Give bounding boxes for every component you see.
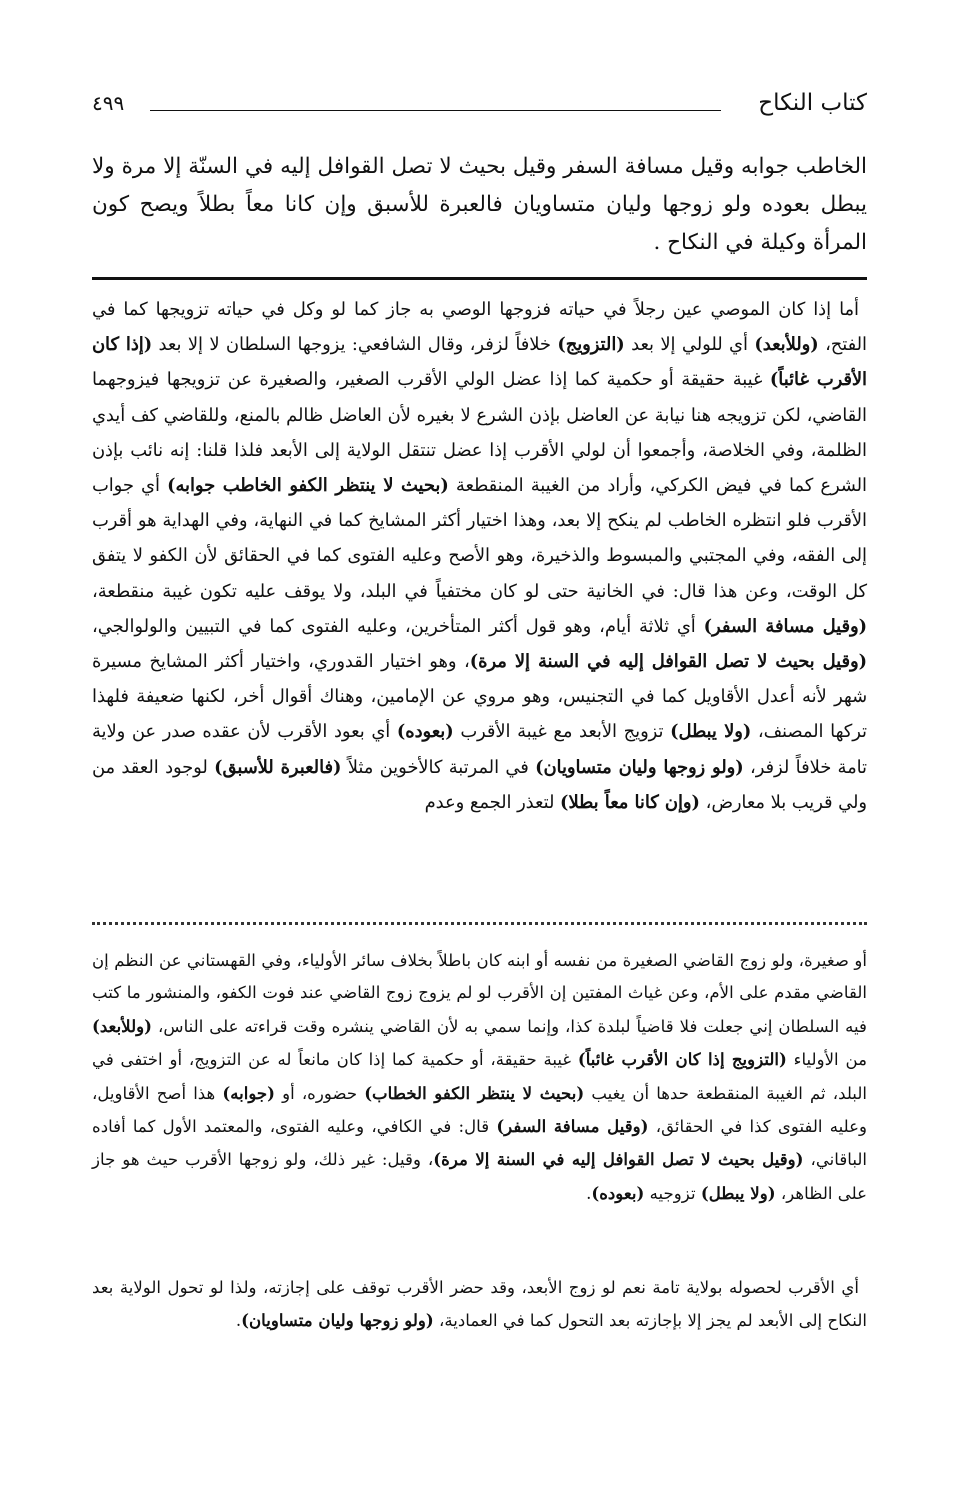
text-segment: أي ثلاثة أيام، وهو قول أكثر المتأخرين، وعليه الفتوى كما في التبيين والولوالجي، xyxy=(92,615,704,637)
emphasized-phrase: (بحيث لا ينتظر الكفو الخاطب جوابه) xyxy=(167,475,449,497)
text-segment: لوجود العقد من ولي قريب بلا معارض، xyxy=(92,756,867,813)
text-segment: قال: في الكافي، وعليه الفتوى، والمعتمد الأول كما أفاده الباقاني، xyxy=(92,1117,867,1170)
page-number: ٤٩٩ xyxy=(92,91,125,115)
text-segment: ، وقيل: غير ذلك، ولو زوجها الأقرب حيث هو جاز على الظاهر، xyxy=(92,1150,867,1203)
emphasized-phrase: (وقيل مسافة السفر) xyxy=(703,615,867,637)
separator-rule xyxy=(92,277,867,280)
text-segment: غيبة حقيقة أو حكمية كما إذا عضل الولي الأقرب الصغير، والصغيرة عن تزويجها فيزوجهما القاضي، لكن تزويجه هنا نيابة عن العاضل بإذن الشرع لا بغيره لأن العاضل ظالم بالمنع، وللقاضي كف أيدي الظلمة، وفي الخلاصة، وأجمعوا أن لولي الأقرب إذا عضل تنتقل الولاية إلى الأبعد فلذا قلنا: إنه نائب بإذن الشرع كما في فيض الكركي، وأراد من الغيبة المنقطعة xyxy=(92,369,867,497)
header-rule xyxy=(150,110,721,111)
text-segment: ، وهو اختيار القدوري، واختيار أكثر المشايخ مسيرة شهر لأنه أعدل الأقاويل كما في التجنيس، وهو مروي عن الإمامين، وهناك أقوال أخر، لكنها ضعيفة فلهذا تركها المصنف، xyxy=(92,651,867,743)
emphasized-phrase: (وللأبعد) xyxy=(92,1015,153,1036)
emphasized-phrase: (إذا كان الأقرب غائباً) xyxy=(92,334,867,391)
dotted-separator xyxy=(92,922,867,933)
text-segment: أي جواب الأقرب فلو انتظره الخاطب لم ينكح إلا بعد، وهذا اختيار أكثر المشايخ كما في النهاية، وفي الهداية هو أقرب إلى الفقه، وفي المجتبي والمبسوط والذخيرة، وهو الأصح وعليه الفتوى كما في الحقائق لأن الكفو لا يتفق كل الوقت، وعن هذا قال: في الخانية حتى لو كان مختفياً في البلد، ولا يوقف عليه تكون غيبة منقطعة، xyxy=(92,475,867,602)
emphasized-phrase: (التزويج إذا كان الأقرب غائباً) xyxy=(577,1049,787,1070)
emphasized-phrase: (بحيث لا ينتظر الكفو الخطاب) xyxy=(364,1082,585,1103)
text-segment: خلافاً لزفر، وقال الشافعي: يزوجها السلطان لا إلا بعد xyxy=(152,334,558,356)
emphasized-phrase: (ولا يبطل) xyxy=(670,721,752,743)
lower-commentary xyxy=(92,945,867,1210)
text-segment: . xyxy=(586,1183,592,1203)
emphasized-phrase: (وقيل بحيث لا تصل القوافل إليه في السنة إلا مرة) xyxy=(433,1149,804,1170)
commentary-text xyxy=(92,292,867,820)
emphasized-phrase: (وقيل مسافة السفر) xyxy=(496,1116,649,1137)
text-segment: حضوره، أو xyxy=(275,1083,365,1103)
emphasized-phrase: (بعوده) xyxy=(396,721,454,743)
emphasized-phrase: (بعوده) xyxy=(591,1182,645,1203)
text-segment: أي للولي إلا بعد xyxy=(624,334,755,356)
text-segment: أي بعود الأقرب لأن عقده صدر عن ولاية تامة خلافاً لزفر، xyxy=(92,721,867,778)
text-segment: من الأولياء xyxy=(786,1050,867,1070)
text-segment: أما إذا كان الموصي عين رجلاً في حياته فزوجها الوصي به جاز كما لو وكل في حياته تزويجها كما في الفتح، xyxy=(92,299,867,356)
text-segment: غيبة حقيقة، أو حكمية كما إذا كان مانعاً له عن التزويج، أو اختفى في البلد، ثم الغيبة المنقطعة حدها أن يغيب xyxy=(92,1050,867,1103)
emphasized-phrase: (جوابه) xyxy=(222,1082,276,1103)
text-segment: أي الأقرب لحصوله بولاية تامة نعم لو زوج الأبعد، وقد حضر الأقرب توقف على إجازته، ولذا لو تحول الولاية بعد النكاح إلى الأبعد لم يجز إلا بإجازته بعد التحول كما في العمادية، xyxy=(92,1278,867,1331)
emphasized-phrase: (وإن كانا معاً بطلا) xyxy=(560,791,700,813)
text-segment: في المرتبة كالأخوين مثلاً xyxy=(341,756,536,778)
chapter-title: كتاب النكاح xyxy=(758,90,867,116)
text-segment: . xyxy=(235,1311,242,1331)
text-segment: لتعذر الجمع وعدم xyxy=(424,791,561,813)
running-header xyxy=(92,88,867,122)
lower-commentary-continued xyxy=(92,1272,867,1338)
main-text: الخاطب جوابه وقيل مسافة السفر وقيل بحيث لا تصل القوافل إليه في السنّة إلا مرة ولا يبطل بعوده ولو زوجها وليان متساويان فالعبرة للأسبق وإن كانا معاً بطلاً ويصح كون المرأة وكيلة في النكاح . xyxy=(92,154,867,255)
emphasized-phrase: (ولا يبطل) xyxy=(700,1182,776,1203)
emphasized-phrase: (وللأبعد) xyxy=(754,334,819,356)
text-segment: هذا أصح الأقاويل، وعليه الفتوى كذا في الحقائق، xyxy=(92,1083,868,1137)
text-segment: تزوجيه xyxy=(644,1183,701,1203)
text-segment: تزويج الأبعد مع غيبة الأقرب xyxy=(453,721,671,743)
emphasized-phrase: (ولو زوجها وليان متساويان) xyxy=(535,756,744,778)
text-segment: أو صغيرة، ولو زوج القاضي الصغيرة من نفسه أو ابنه كان باطلاً بخلاف سائر الأولياء، وفي القهستاني عن النظم إن القاضي مقدم على الأم، وعن غياث المفتين إن الأقرب لو لم يزوج زوج القاضي عند فوت الكفو، والمنشور ما كتب فيه السلطان إني جعلت فلا قاضياً لبلدة كذا، وإنما سمي به لأن القاضي ينشره وقت قراءته على الناس، xyxy=(92,951,867,1036)
emphasized-phrase: (وقيل بحيث لا تصل القوافل إليه في السنة إلا مرة) xyxy=(469,651,868,673)
emphasized-phrase: (ولو زوجها وليان متساويان) xyxy=(241,1310,434,1331)
emphasized-phrase: (فالعبرة للأسبق) xyxy=(214,756,342,778)
emphasized-phrase: (التزويج) xyxy=(557,334,625,356)
